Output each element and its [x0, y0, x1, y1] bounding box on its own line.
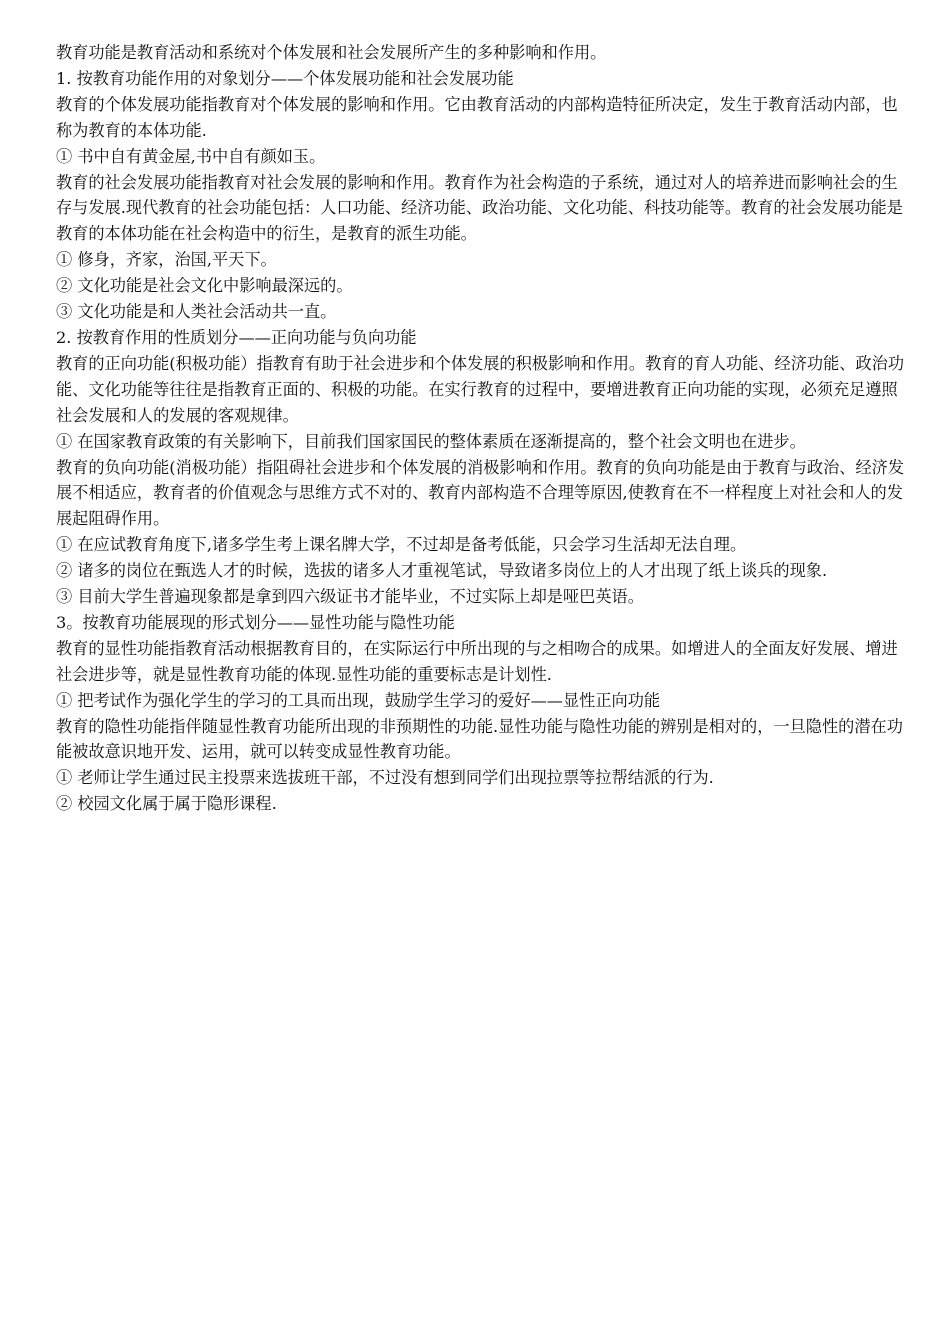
section-heading-3: 3。按教育功能展现的形式划分——显性功能与隐性功能 — [56, 612, 455, 632]
document-body — [56, 40, 908, 817]
example-item: ③ 目前大学生普遍现象都是拿到四六级证书才能毕业，不过实际上却是哑巴英语。 — [56, 587, 644, 607]
example-item: ① 在应试教育角度下,诸多学生考上课名牌大学，不过却是备考低能，只会学习生活却无法自理。 — [56, 535, 747, 555]
section-heading-2: 2. 按教育作用的性质划分——正向功能与负向功能 — [56, 327, 417, 347]
example-item: ③ 文化功能是和人类社会活动共一直。 — [56, 302, 337, 322]
example-item: ② 诸多的岗位在甄选人才的时候，选拔的诸多人才重视笔试，导致诸多岗位上的人才出现了纸上谈兵的现象. — [56, 561, 828, 581]
paragraph: 教育的正向功能(积极功能）指教育有助于社会进步和个体发展的积极影响和作用。教育的育人功能、经济功能、政治功能、文化功能等往往是指教育正面的、积极的功能。在实行教育的过程中，要增进教育正向功能的实现，必须充足遵照社会发展和人的发展的客观规律。 — [56, 353, 905, 425]
paragraph: 教育的社会发展功能指教育对社会发展的影响和作用。教育作为社会构造的子系统，通过对人的培养进而影响社会的生存与发展.现代教育的社会功能包括：人口功能、经济功能、政治功能、文化功能、科技功能等。教育的社会发展功能是教育的本体功能在社会构造中的衍生，是教育的派生功能。 — [56, 172, 903, 244]
section-heading-1: 1. 按教育功能作用的对象划分——个体发展功能和社会发展功能 — [56, 68, 514, 88]
example-item: ① 在国家教育政策的有关影响下，目前我们国家国民的整体素质在逐渐提高的，整个社会文明也在进步。 — [56, 431, 806, 451]
paragraph: 教育的负向功能(消极功能）指阻碍社会进步和个体发展的消极影响和作用。教育的负向功能是由于教育与政治、经济发展不相适应，教育者的价值观念与思维方式不对的、教育内部构造不合理等原因,使教育在不一样程度上对社会和人的发展起阻碍作用。 — [56, 457, 905, 529]
paragraph: 教育的个体发展功能指教育对个体发展的影响和作用。它由教育活动的内部构造特征所决定，发生于教育活动内部，也称为教育的本体功能. — [56, 94, 898, 140]
intro-paragraph: 教育功能是教育活动和系统对个体发展和社会发展所产生的多种影响和作用。 — [56, 43, 607, 62]
example-item: ② 校园文化属于属于隐形课程. — [56, 794, 277, 814]
example-item: ② 文化功能是社会文化中影响最深远的。 — [56, 276, 353, 296]
example-item: ① 老师让学生通过民主投票来选拔班干部，不过没有想到同学们出现拉票等拉帮结派的行为. — [56, 768, 714, 788]
example-item: ① 把考试作为强化学生的学习的工具而出现，鼓励学生学习的爱好——显性正向功能 — [56, 690, 661, 710]
example-item: ① 修身，齐家，治国,平天下。 — [56, 250, 277, 270]
paragraph: 教育的隐性功能指伴随显性教育功能所出现的非预期性的功能.显性功能与隐性功能的辨别是相对的，一旦隐性的潜在功能被故意识地开发、运用，就可以转变成显性教育功能。 — [56, 716, 903, 762]
example-item: ① 书中自有黄金屋,书中自有颜如玉。 — [56, 146, 326, 166]
paragraph: 教育的显性功能指教育活动根据教育目的，在实际运行中所出现的与之相吻合的成果。如增进人的全面友好发展、增进社会进步等，就是显性教育功能的体现.显性功能的重要标志是计划性. — [56, 638, 898, 684]
